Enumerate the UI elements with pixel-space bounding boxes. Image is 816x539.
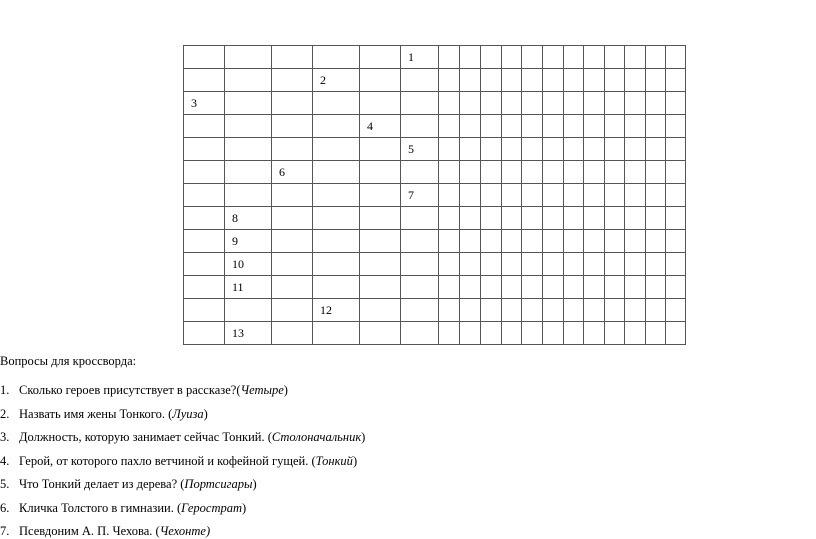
crossword-cell <box>502 161 522 184</box>
crossword-cell <box>481 276 502 299</box>
crossword-cell <box>313 161 360 184</box>
crossword-cell <box>225 184 272 207</box>
crossword-cell <box>605 46 625 69</box>
crossword-cell <box>605 115 625 138</box>
crossword-cell <box>401 230 439 253</box>
crossword-cell <box>460 69 481 92</box>
crossword-cell <box>401 115 439 138</box>
crossword-cell <box>360 207 401 230</box>
crossword-cell <box>313 322 360 345</box>
crossword-cell <box>184 161 225 184</box>
crossword-cell <box>584 46 605 69</box>
crossword-cell <box>460 92 481 115</box>
crossword-cell <box>460 161 481 184</box>
crossword-row <box>184 253 686 276</box>
question-text: Псевдоним А. П. Чехова. ( <box>19 524 160 538</box>
crossword-cell <box>184 253 225 276</box>
crossword-cell <box>481 207 502 230</box>
crossword-row <box>184 115 686 138</box>
crossword-cell <box>522 115 543 138</box>
crossword-cell <box>439 92 460 115</box>
crossword-cell <box>502 322 522 345</box>
crossword-cell <box>272 322 313 345</box>
crossword-cell <box>502 207 522 230</box>
crossword-cell <box>666 253 686 276</box>
crossword-cell <box>605 253 625 276</box>
crossword-cell <box>313 230 360 253</box>
crossword-cell <box>543 69 564 92</box>
question-item <box>0 524 210 539</box>
crossword-cell <box>646 253 666 276</box>
crossword-cell <box>360 276 401 299</box>
crossword-cell <box>605 92 625 115</box>
crossword-cell <box>439 161 460 184</box>
crossword-cell <box>646 69 666 92</box>
crossword-cell <box>481 69 502 92</box>
crossword-cell <box>522 69 543 92</box>
crossword-cell <box>522 138 543 161</box>
crossword-cell <box>666 207 686 230</box>
crossword-cell <box>625 230 646 253</box>
crossword-cell <box>460 230 481 253</box>
crossword-cell <box>543 299 564 322</box>
crossword-cell <box>625 69 646 92</box>
crossword-cell <box>605 322 625 345</box>
crossword-cell <box>584 253 605 276</box>
crossword-cell <box>666 184 686 207</box>
crossword-cell <box>646 46 666 69</box>
crossword-cell <box>522 253 543 276</box>
question-close: ) <box>203 406 208 421</box>
crossword-number-8: 8 <box>225 207 272 230</box>
question-text: Сколько героев присутствует в рассказе?( <box>19 383 241 397</box>
crossword-cell <box>225 92 272 115</box>
crossword-cell <box>184 46 225 69</box>
crossword-cell <box>313 46 360 69</box>
crossword-cell <box>313 138 360 161</box>
crossword-cell <box>184 276 225 299</box>
crossword-cell <box>646 230 666 253</box>
question-number: 3. <box>0 430 10 444</box>
crossword-cell <box>625 253 646 276</box>
crossword-cell <box>272 92 313 115</box>
crossword-cell <box>646 299 666 322</box>
crossword-cell <box>666 276 686 299</box>
crossword-cell <box>360 161 401 184</box>
question-item <box>0 477 257 492</box>
question-close: ) <box>361 430 366 444</box>
crossword-cell <box>564 207 584 230</box>
crossword-cell <box>564 92 584 115</box>
crossword-cell <box>481 46 502 69</box>
crossword-cell <box>225 115 272 138</box>
crossword-cell <box>605 161 625 184</box>
crossword-cell <box>646 138 666 161</box>
crossword-cell <box>502 184 522 207</box>
crossword-cell <box>666 115 686 138</box>
crossword-cell <box>543 115 564 138</box>
crossword-cell <box>439 115 460 138</box>
question-item <box>0 407 208 422</box>
crossword-cell <box>666 46 686 69</box>
crossword-cell <box>502 230 522 253</box>
crossword-cell <box>481 161 502 184</box>
crossword-cell <box>272 138 313 161</box>
crossword-cell <box>481 115 502 138</box>
crossword-cell <box>313 115 360 138</box>
crossword-row <box>184 46 686 69</box>
crossword-cell <box>564 276 584 299</box>
crossword-cell <box>272 184 313 207</box>
crossword-row <box>184 230 686 253</box>
crossword-cell <box>564 299 584 322</box>
crossword-number-6: 6 <box>272 161 313 184</box>
crossword-cell <box>502 138 522 161</box>
question-answer: Герострат <box>181 500 243 515</box>
crossword-cell <box>666 138 686 161</box>
crossword-cell <box>184 322 225 345</box>
crossword-number-4: 4 <box>360 115 401 138</box>
crossword-row <box>184 92 686 115</box>
question-item <box>0 454 357 469</box>
question-text: Что Тонкий делает из дерева? ( <box>19 477 185 491</box>
crossword-cell <box>225 46 272 69</box>
crossword-number-11: 11 <box>225 276 272 299</box>
crossword-cell <box>460 46 481 69</box>
crossword-cell <box>522 207 543 230</box>
crossword-cell <box>584 69 605 92</box>
crossword-cell <box>502 115 522 138</box>
crossword-cell <box>313 184 360 207</box>
crossword-cell <box>625 161 646 184</box>
crossword-cell <box>439 276 460 299</box>
question-number: 7. <box>0 524 10 538</box>
crossword-cell <box>605 69 625 92</box>
crossword-cell <box>646 161 666 184</box>
crossword-cell <box>184 230 225 253</box>
crossword-cell <box>522 92 543 115</box>
crossword-cell <box>401 92 439 115</box>
crossword-cell <box>646 92 666 115</box>
crossword-cell <box>439 69 460 92</box>
crossword-row <box>184 161 686 184</box>
question-answer: Тонкий <box>315 453 353 468</box>
crossword-cell <box>460 184 481 207</box>
crossword-cell <box>543 92 564 115</box>
crossword-cell <box>313 92 360 115</box>
crossword-cell <box>625 138 646 161</box>
question-close: ) <box>352 453 358 468</box>
crossword-cell <box>564 115 584 138</box>
crossword-cell <box>360 253 401 276</box>
crossword-cell <box>481 92 502 115</box>
crossword-cell <box>272 299 313 322</box>
crossword-cell <box>184 299 225 322</box>
crossword-cell <box>401 253 439 276</box>
crossword-cell <box>272 276 313 299</box>
crossword-cell <box>360 46 401 69</box>
crossword-cell <box>460 253 481 276</box>
crossword-cell <box>460 299 481 322</box>
crossword-cell <box>543 276 564 299</box>
crossword-number-9: 9 <box>225 230 272 253</box>
crossword-cell <box>272 207 313 230</box>
crossword-cell <box>605 138 625 161</box>
crossword-cell <box>666 69 686 92</box>
crossword-cell <box>360 230 401 253</box>
crossword-cell <box>543 46 564 69</box>
crossword-cell <box>439 46 460 69</box>
question-answer: Чехонте) <box>159 524 211 538</box>
crossword-cell <box>522 299 543 322</box>
question-text: Назвать имя жены Тонкого. ( <box>19 406 173 421</box>
crossword-cell <box>272 115 313 138</box>
crossword-cell <box>502 276 522 299</box>
crossword-cell <box>313 207 360 230</box>
crossword-cell <box>605 276 625 299</box>
crossword-cell <box>184 69 225 92</box>
crossword-cell <box>481 184 502 207</box>
crossword-cell <box>564 138 584 161</box>
crossword-cell <box>584 92 605 115</box>
crossword-cell <box>646 207 666 230</box>
crossword-cell <box>481 322 502 345</box>
crossword-cell <box>584 115 605 138</box>
crossword-row <box>184 184 686 207</box>
crossword-cell <box>564 322 584 345</box>
question-text: Герой, от которого пахло ветчиной и кофейной гущей. ( <box>19 453 316 468</box>
crossword-cell <box>564 46 584 69</box>
crossword-cell <box>439 322 460 345</box>
crossword-cell <box>401 69 439 92</box>
crossword-cell <box>272 253 313 276</box>
crossword-cell <box>625 184 646 207</box>
crossword-cell <box>564 230 584 253</box>
crossword-row <box>184 69 686 92</box>
crossword-cell <box>184 115 225 138</box>
crossword-cell <box>666 161 686 184</box>
crossword-cell <box>522 276 543 299</box>
crossword-cell <box>605 230 625 253</box>
crossword-cell <box>502 299 522 322</box>
crossword-cell <box>313 253 360 276</box>
crossword-cell <box>564 184 584 207</box>
crossword-cell <box>360 92 401 115</box>
crossword-cell <box>460 322 481 345</box>
crossword-cell <box>313 276 360 299</box>
crossword-cell <box>439 184 460 207</box>
crossword-cell <box>543 207 564 230</box>
crossword-cell <box>481 230 502 253</box>
crossword-cell <box>481 253 502 276</box>
crossword-cell <box>666 322 686 345</box>
crossword-cell <box>625 46 646 69</box>
crossword-cell <box>646 322 666 345</box>
crossword-cell <box>225 161 272 184</box>
crossword-number-3: 3 <box>184 92 225 115</box>
question-item <box>0 430 365 445</box>
crossword-row <box>184 138 686 161</box>
question-number: 4. <box>0 453 10 468</box>
question-number: 1. <box>0 383 10 397</box>
crossword-cell <box>543 230 564 253</box>
crossword-cell <box>625 276 646 299</box>
question-number: 6. <box>0 500 10 515</box>
crossword-cell <box>564 69 584 92</box>
crossword-cell <box>401 207 439 230</box>
crossword-cell <box>543 322 564 345</box>
crossword-cell <box>360 69 401 92</box>
crossword-row <box>184 207 686 230</box>
crossword-cell <box>502 46 522 69</box>
crossword-number-10: 10 <box>225 253 272 276</box>
crossword-cell <box>272 46 313 69</box>
crossword-cell <box>401 322 439 345</box>
crossword-cell <box>184 207 225 230</box>
question-item <box>0 501 246 516</box>
crossword-cell <box>522 46 543 69</box>
question-item <box>0 383 288 398</box>
crossword-cell <box>225 138 272 161</box>
crossword-cell <box>460 207 481 230</box>
crossword-cell <box>272 69 313 92</box>
crossword-cell <box>481 138 502 161</box>
crossword-cell <box>481 299 502 322</box>
question-answer: Луиза <box>172 406 204 421</box>
crossword-cell <box>666 230 686 253</box>
crossword-cell <box>460 138 481 161</box>
crossword-cell <box>439 230 460 253</box>
crossword-cell <box>584 276 605 299</box>
crossword-cell <box>666 299 686 322</box>
crossword-cell <box>360 138 401 161</box>
crossword-cell <box>625 299 646 322</box>
crossword-cell <box>225 69 272 92</box>
crossword-row <box>184 299 686 322</box>
crossword-cell <box>666 92 686 115</box>
crossword-cell <box>522 161 543 184</box>
question-number: 2. <box>0 406 10 421</box>
crossword-cell <box>522 230 543 253</box>
crossword-number-2: 2 <box>313 69 360 92</box>
crossword-cell <box>225 299 272 322</box>
crossword-cell <box>522 322 543 345</box>
crossword-cell <box>605 184 625 207</box>
crossword-cell <box>439 299 460 322</box>
crossword-cell <box>584 138 605 161</box>
crossword-cell <box>646 115 666 138</box>
crossword-number-5: 5 <box>401 138 439 161</box>
crossword-cell <box>543 161 564 184</box>
crossword-cell <box>646 276 666 299</box>
crossword-cell <box>625 322 646 345</box>
crossword-cell <box>502 69 522 92</box>
crossword-cell <box>502 92 522 115</box>
crossword-cell <box>502 253 522 276</box>
crossword-cell <box>360 184 401 207</box>
crossword-grid <box>183 45 686 345</box>
crossword-cell <box>272 230 313 253</box>
crossword-number-7: 7 <box>401 184 439 207</box>
question-answer: Столоначальник <box>271 430 362 444</box>
crossword-cell <box>605 207 625 230</box>
crossword-cell <box>360 322 401 345</box>
crossword-cell <box>460 276 481 299</box>
question-close: ) <box>283 383 288 397</box>
question-answer: Четыре <box>240 383 284 397</box>
crossword-cell <box>543 253 564 276</box>
crossword-cell <box>584 299 605 322</box>
crossword-cell <box>401 276 439 299</box>
question-text: Должность, которую занимает сейчас Тонкий. ( <box>19 430 272 444</box>
crossword-cell <box>184 138 225 161</box>
question-answer: Портсигары <box>184 477 253 491</box>
crossword-cell <box>184 184 225 207</box>
crossword-number-13: 13 <box>225 322 272 345</box>
crossword-cell <box>584 322 605 345</box>
crossword-cell <box>584 230 605 253</box>
crossword-cell <box>564 161 584 184</box>
crossword-cell <box>543 138 564 161</box>
crossword-cell <box>625 207 646 230</box>
crossword-cell <box>360 299 401 322</box>
crossword-cell <box>439 138 460 161</box>
crossword-cell <box>460 115 481 138</box>
crossword-row <box>184 276 686 299</box>
crossword-cell <box>522 184 543 207</box>
crossword-number-12: 12 <box>313 299 360 322</box>
crossword-cell <box>646 184 666 207</box>
crossword-cell <box>584 207 605 230</box>
crossword-cell <box>543 184 564 207</box>
crossword-cell <box>439 207 460 230</box>
question-text: Кличка Толстого в гимназии. ( <box>19 500 182 515</box>
crossword-number-1: 1 <box>401 46 439 69</box>
crossword-cell <box>605 299 625 322</box>
questions-title: Вопросы для кроссворда: <box>0 354 137 368</box>
crossword-cell <box>584 184 605 207</box>
question-close: ) <box>252 477 257 491</box>
crossword-cell <box>584 161 605 184</box>
question-close: ) <box>242 500 247 515</box>
crossword-cell <box>439 253 460 276</box>
crossword-cell <box>401 299 439 322</box>
question-number: 5. <box>0 477 10 491</box>
crossword-cell <box>625 115 646 138</box>
crossword-cell <box>564 253 584 276</box>
crossword-cell <box>401 161 439 184</box>
crossword-row <box>184 322 686 345</box>
crossword-cell <box>625 92 646 115</box>
